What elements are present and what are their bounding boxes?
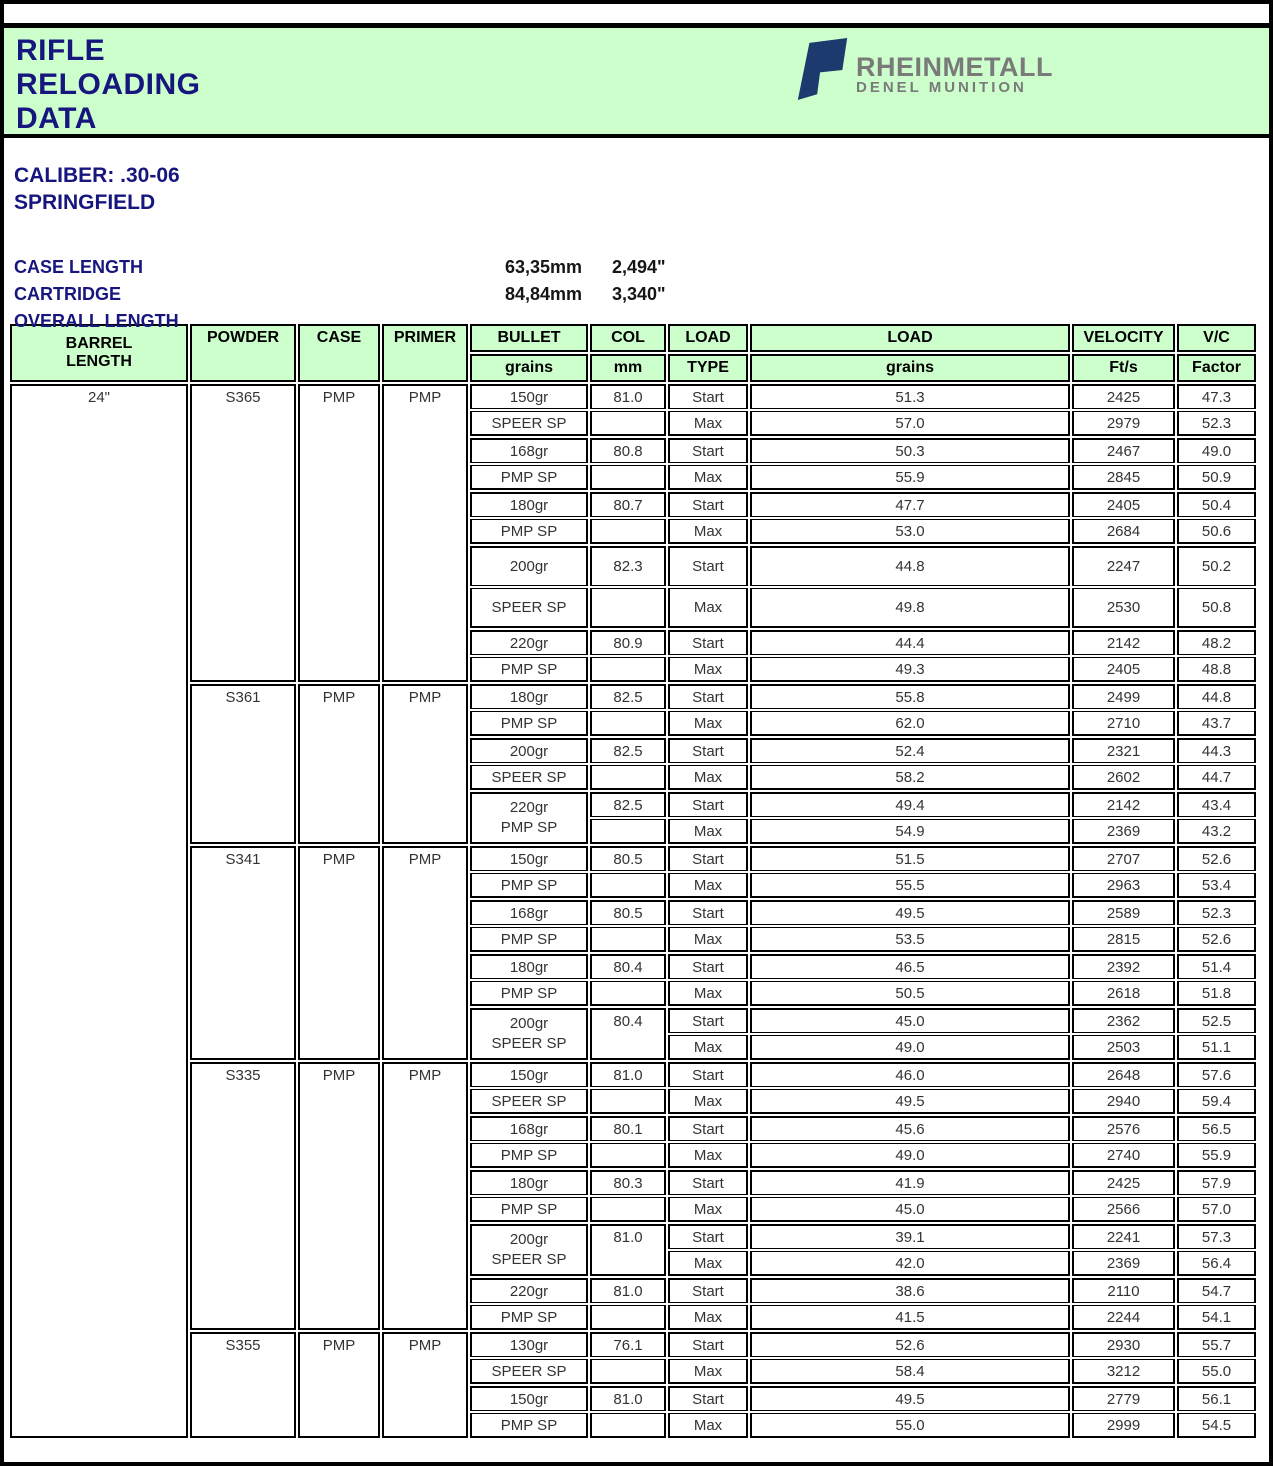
load-type-cell: Start (668, 438, 748, 463)
page-title (16, 34, 1269, 136)
page-title-line: RIFLE (16, 34, 106, 67)
vc-factor-cell: 52.6 (1177, 927, 1256, 952)
bullet-name-cell: SPEER SP (470, 411, 588, 436)
vc-factor-cell: 59.4 (1177, 1089, 1256, 1114)
load-type-cell: Start (668, 1332, 748, 1357)
bullet-name-cell: PMP SP (470, 927, 588, 952)
velocity-cell: 2779 (1072, 1386, 1175, 1411)
vc-factor-cell: 53.4 (1177, 873, 1256, 898)
load-grains-cell: 44.4 (750, 630, 1070, 655)
bullet-name-cell: PMP SP (470, 1197, 588, 1222)
vc-factor-cell: 56.5 (1177, 1116, 1256, 1141)
col-cell: 82.3 (590, 546, 666, 586)
bullet-weight-cell: 130gr (470, 1332, 588, 1357)
load-grains-cell: 39.1 (750, 1224, 1070, 1249)
velocity-cell: 2247 (1072, 546, 1175, 586)
col-empty-cell (590, 519, 666, 544)
barrel-length-cell: 24" (10, 384, 188, 1438)
powder-cell: S335 (190, 1062, 296, 1330)
velocity-cell: 2576 (1072, 1116, 1175, 1141)
header-type: LOAD (668, 324, 748, 352)
velocity-cell: 2425 (1072, 384, 1175, 409)
load-type-cell: Max (668, 588, 748, 628)
load-type-cell: Start (668, 1170, 748, 1195)
load-grains-cell: 50.5 (750, 981, 1070, 1006)
load-grains-cell: 46.5 (750, 954, 1070, 979)
load-grains-cell: 49.5 (750, 900, 1070, 925)
load-grains-cell: 55.5 (750, 873, 1070, 898)
bullet-weight-cell: 200gr (470, 738, 588, 763)
bullet-cell: 200gr SPEER SP (470, 1224, 588, 1276)
vc-factor-cell: 44.7 (1177, 765, 1256, 790)
load-grains-cell: 49.8 (750, 588, 1070, 628)
load-type-cell: Max (668, 1305, 748, 1330)
powder-cell: S361 (190, 684, 296, 844)
bullet-weight-cell: 220gr (470, 630, 588, 655)
velocity-cell: 2815 (1072, 927, 1175, 952)
vc-factor-cell: 54.1 (1177, 1305, 1256, 1330)
load-row-start (10, 1332, 1256, 1357)
load-row-start (10, 684, 1256, 709)
velocity-cell: 2930 (1072, 1332, 1175, 1357)
col-cell: 82.5 (590, 738, 666, 763)
load-grains-cell: 51.5 (750, 846, 1070, 871)
col-cell: 80.3 (590, 1170, 666, 1195)
load-type-cell: Start (668, 1008, 748, 1033)
velocity-cell: 2425 (1072, 1170, 1175, 1195)
col-cell: 76.1 (590, 1332, 666, 1357)
bullet-weight-cell: 180gr (470, 492, 588, 517)
load-type-cell: Max (668, 819, 748, 844)
bullet-weight-cell: 150gr (470, 846, 588, 871)
col-cell: 81.0 (590, 1386, 666, 1411)
bullet-weight-cell: 180gr (470, 954, 588, 979)
header-col-unit: mm (590, 354, 666, 382)
velocity-cell: 2530 (1072, 588, 1175, 628)
vc-factor-cell: 50.9 (1177, 465, 1256, 490)
velocity-cell: 2566 (1072, 1197, 1175, 1222)
load-type-cell: Start (668, 384, 748, 409)
load-row-start (10, 1062, 1256, 1087)
load-type-cell: Max (668, 1089, 748, 1114)
velocity-cell: 2244 (1072, 1305, 1175, 1330)
load-grains-cell: 62.0 (750, 711, 1070, 736)
col-empty-cell (590, 1359, 666, 1384)
load-grains-cell: 55.9 (750, 465, 1070, 490)
case-cell: PMP (298, 1332, 380, 1438)
load-type-cell: Max (668, 1197, 748, 1222)
bullet-name-cell: PMP SP (470, 711, 588, 736)
bullet-weight-cell: 150gr (470, 1386, 588, 1411)
load-grains-cell: 57.0 (750, 411, 1070, 436)
load-grains-cell: 41.5 (750, 1305, 1070, 1330)
load-grains-cell: 54.9 (750, 819, 1070, 844)
vc-factor-cell: 49.0 (1177, 438, 1256, 463)
bullet-name-cell: SPEER SP (470, 588, 588, 628)
load-grains-cell: 53.0 (750, 519, 1070, 544)
vc-factor-cell: 52.3 (1177, 900, 1256, 925)
bullet-name-cell: PMP SP (470, 465, 588, 490)
bullet-weight-cell: 200gr (470, 546, 588, 586)
load-grains-cell: 49.5 (750, 1386, 1070, 1411)
velocity-cell: 2710 (1072, 711, 1175, 736)
load-type-cell: Start (668, 684, 748, 709)
bullet-name-cell: PMP SP (470, 519, 588, 544)
vc-factor-cell: 44.3 (1177, 738, 1256, 763)
col-cell: 80.4 (590, 954, 666, 979)
load-type-cell: Max (668, 981, 748, 1006)
col-empty-cell (590, 1089, 666, 1114)
vc-factor-cell: 56.4 (1177, 1251, 1256, 1276)
velocity-cell: 2392 (1072, 954, 1175, 979)
load-type-cell: Max (668, 927, 748, 952)
primer-cell: PMP (382, 1062, 468, 1330)
load-type-cell: Max (668, 765, 748, 790)
header-type-unit: TYPE (668, 354, 748, 382)
load-grains-cell: 52.6 (750, 1332, 1070, 1357)
load-type-cell: Max (668, 1359, 748, 1384)
load-row-start (10, 846, 1256, 871)
velocity-cell: 2405 (1072, 492, 1175, 517)
spec-label (14, 254, 466, 281)
velocity-cell: 2369 (1072, 819, 1175, 844)
velocity-cell: 2503 (1072, 1035, 1175, 1060)
spec-label (14, 281, 466, 335)
caliber-title (14, 162, 1269, 216)
load-type-cell: Max (668, 711, 748, 736)
col-empty-cell (590, 873, 666, 898)
bullet-weight-cell: 168gr (470, 438, 588, 463)
col-cell: 81.0 (590, 1278, 666, 1303)
load-type-cell: Start (668, 546, 748, 586)
primer-cell: PMP (382, 384, 468, 682)
vc-factor-cell: 57.3 (1177, 1224, 1256, 1249)
col-empty-cell (590, 465, 666, 490)
load-grains-cell: 42.0 (750, 1251, 1070, 1276)
bullet-weight-cell: 180gr (470, 1170, 588, 1195)
col-cell: 80.5 (590, 900, 666, 925)
load-type-cell: Start (668, 954, 748, 979)
velocity-cell: 2940 (1072, 1089, 1175, 1114)
col-cell: 81.0 (590, 1062, 666, 1087)
load-grains-cell: 49.3 (750, 657, 1070, 682)
bullet-name-cell: PMP SP (470, 981, 588, 1006)
vc-factor-cell: 52.5 (1177, 1008, 1256, 1033)
col-empty-cell (590, 1305, 666, 1330)
col-empty-cell (590, 711, 666, 736)
vc-factor-cell: 50.8 (1177, 588, 1256, 628)
velocity-cell: 3212 (1072, 1359, 1175, 1384)
load-grains-cell: 55.8 (750, 684, 1070, 709)
spec-value-inch: 2,494" (612, 257, 666, 277)
velocity-cell: 2979 (1072, 411, 1175, 436)
load-grains-cell: 45.0 (750, 1008, 1070, 1033)
load-type-cell: Max (668, 1035, 748, 1060)
top-margin-strip (4, 4, 1269, 28)
velocity-cell: 2467 (1072, 438, 1175, 463)
title-band (4, 28, 1269, 138)
vc-factor-cell: 47.3 (1177, 384, 1256, 409)
case-cell: PMP (298, 1062, 380, 1330)
logo-brand-name: RHEINMETALL (856, 52, 1053, 82)
bullet-name-cell: PMP SP (470, 1413, 588, 1438)
powder-cell: S365 (190, 384, 296, 682)
vc-factor-cell: 43.7 (1177, 711, 1256, 736)
vc-factor-cell: 50.4 (1177, 492, 1256, 517)
load-grains-cell: 53.5 (750, 927, 1070, 952)
load-type-cell: Max (668, 519, 748, 544)
reloading-data-table (8, 322, 1258, 1440)
spec-value-mm: 84,84mm (504, 284, 582, 304)
logo-sub-name: DENEL MUNITION (856, 79, 1027, 96)
col-cell: 80.7 (590, 492, 666, 517)
col-empty-cell (590, 411, 666, 436)
logo-text (856, 54, 1053, 100)
bullet-name-cell: PMP SP (470, 657, 588, 682)
col-cell: 82.5 (590, 684, 666, 709)
header-load-unit: grains (750, 354, 1070, 382)
header-case: CASE (298, 324, 380, 382)
col-cell: 80.1 (590, 1116, 666, 1141)
vc-factor-cell: 55.0 (1177, 1359, 1256, 1384)
load-type-cell: Start (668, 1386, 748, 1411)
col-empty-cell (590, 588, 666, 628)
load-type-cell: Start (668, 1278, 748, 1303)
velocity-cell: 2618 (1072, 981, 1175, 1006)
header-bullet-unit: grains (470, 354, 588, 382)
load-type-cell: Max (668, 873, 748, 898)
col-cell: 80.9 (590, 630, 666, 655)
velocity-cell: 2963 (1072, 873, 1175, 898)
load-grains-cell: 49.5 (750, 1089, 1070, 1114)
vc-factor-cell: 55.7 (1177, 1332, 1256, 1357)
bullet-name-cell: SPEER SP (470, 765, 588, 790)
load-grains-cell: 51.3 (750, 384, 1070, 409)
velocity-cell: 2684 (1072, 519, 1175, 544)
velocity-cell: 2405 (1072, 657, 1175, 682)
page-title-line: DATA (16, 102, 97, 135)
velocity-cell: 2648 (1072, 1062, 1175, 1087)
velocity-cell: 2110 (1072, 1278, 1175, 1303)
caliber-line: CALIBER: .30-06 (14, 164, 180, 187)
bullet-weight-cell: 180gr (470, 684, 588, 709)
load-type-cell: Start (668, 1224, 748, 1249)
primer-cell: PMP (382, 684, 468, 844)
spec-value-inch: 3,340" (612, 284, 666, 304)
header-load: LOAD (750, 324, 1070, 352)
load-grains-cell: 41.9 (750, 1170, 1070, 1195)
bullet-name-cell: PMP SP (470, 1305, 588, 1330)
header-bullet: BULLET (470, 324, 588, 352)
load-type-cell: Max (668, 657, 748, 682)
load-type-cell: Start (668, 492, 748, 517)
page-title-line: RELOADING (16, 68, 201, 101)
load-type-cell: Start (668, 630, 748, 655)
col-empty-cell (590, 765, 666, 790)
vc-factor-cell: 54.7 (1177, 1278, 1256, 1303)
bullet-weight-cell: 168gr (470, 900, 588, 925)
spec-row-case-length (14, 254, 1269, 281)
load-row-start (10, 384, 1256, 409)
load-grains-cell: 49.0 (750, 1035, 1070, 1060)
load-grains-cell: 55.0 (750, 1413, 1070, 1438)
velocity-cell: 2142 (1072, 630, 1175, 655)
vc-factor-cell: 57.0 (1177, 1197, 1256, 1222)
load-grains-cell: 52.4 (750, 738, 1070, 763)
vc-factor-cell: 51.4 (1177, 954, 1256, 979)
velocity-cell: 2589 (1072, 900, 1175, 925)
vc-factor-cell: 44.8 (1177, 684, 1256, 709)
load-type-cell: Max (668, 1413, 748, 1438)
vc-factor-cell: 56.1 (1177, 1386, 1256, 1411)
col-cell: 80.5 (590, 846, 666, 871)
load-grains-cell: 45.6 (750, 1116, 1070, 1141)
header-velocity-unit: Ft/s (1072, 354, 1175, 382)
spec-value-mm: 63,35mm (504, 257, 582, 277)
load-grains-cell: 46.0 (750, 1062, 1070, 1087)
bullet-weight-cell: 150gr (470, 1062, 588, 1087)
vc-factor-cell: 51.8 (1177, 981, 1256, 1006)
vc-factor-cell: 48.2 (1177, 630, 1256, 655)
vc-factor-cell: 51.1 (1177, 1035, 1256, 1060)
vc-factor-cell: 52.3 (1177, 411, 1256, 436)
powder-cell: S341 (190, 846, 296, 1060)
load-type-cell: Start (668, 1116, 748, 1141)
col-empty-cell (590, 657, 666, 682)
header-vc-unit: Factor (1177, 354, 1256, 382)
primer-cell: PMP (382, 846, 468, 1060)
bullet-name-cell: SPEER SP (470, 1089, 588, 1114)
load-grains-cell: 58.2 (750, 765, 1070, 790)
load-type-cell: Start (668, 846, 748, 871)
velocity-cell: 2740 (1072, 1143, 1175, 1168)
load-grains-cell: 49.4 (750, 792, 1070, 817)
col-cell: 81.0 (590, 384, 666, 409)
case-cell: PMP (298, 846, 380, 1060)
velocity-cell: 2845 (1072, 465, 1175, 490)
load-grains-cell: 58.4 (750, 1359, 1070, 1384)
rheinmetall-flag-icon (796, 38, 848, 100)
load-grains-cell: 47.7 (750, 492, 1070, 517)
load-type-cell: Start (668, 1062, 748, 1087)
header-velocity: VELOCITY (1072, 324, 1175, 352)
load-type-cell: Start (668, 792, 748, 817)
bullet-weight-cell: 150gr (470, 384, 588, 409)
vc-factor-cell: 50.2 (1177, 546, 1256, 586)
primer-cell: PMP (382, 1332, 468, 1438)
velocity-cell: 2499 (1072, 684, 1175, 709)
velocity-cell: 2369 (1072, 1251, 1175, 1276)
velocity-cell: 2602 (1072, 765, 1175, 790)
load-type-cell: Start (668, 738, 748, 763)
bullet-cell: 220gr PMP SP (470, 792, 588, 844)
load-grains-cell: 44.8 (750, 546, 1070, 586)
col-cell: 80.4 (590, 1008, 666, 1060)
caliber-line: SPRINGFIELD (14, 191, 156, 214)
col-cell: 82.5 (590, 792, 666, 817)
vc-factor-cell: 52.6 (1177, 846, 1256, 871)
load-type-cell: Max (668, 465, 748, 490)
vc-factor-cell: 57.6 (1177, 1062, 1256, 1087)
bullet-weight-cell: 168gr (470, 1116, 588, 1141)
col-cell: 80.8 (590, 438, 666, 463)
bullet-name-cell: SPEER SP (470, 1359, 588, 1384)
col-empty-cell (590, 927, 666, 952)
load-type-cell: Start (668, 900, 748, 925)
company-logo (796, 38, 1053, 100)
bullet-name-cell: PMP SP (470, 873, 588, 898)
spec-label-line: CASE LENGTH (14, 257, 144, 277)
header-barrel: BARREL LENGTH (10, 324, 188, 382)
powder-cell: S355 (190, 1332, 296, 1438)
col-empty-cell (590, 819, 666, 844)
velocity-cell: 2999 (1072, 1413, 1175, 1438)
vc-factor-cell: 48.8 (1177, 657, 1256, 682)
velocity-cell: 2707 (1072, 846, 1175, 871)
vc-factor-cell: 43.2 (1177, 819, 1256, 844)
col-empty-cell (590, 1143, 666, 1168)
bullet-cell: 200gr SPEER SP (470, 1008, 588, 1060)
load-grains-cell: 49.0 (750, 1143, 1070, 1168)
caliber-info-section (4, 138, 1269, 331)
load-grains-cell: 38.6 (750, 1278, 1070, 1303)
col-empty-cell (590, 981, 666, 1006)
vc-factor-cell: 54.5 (1177, 1413, 1256, 1438)
case-cell: PMP (298, 684, 380, 844)
col-empty-cell (590, 1413, 666, 1438)
header-vc: V/C (1177, 324, 1256, 352)
velocity-cell: 2241 (1072, 1224, 1175, 1249)
header-powder: POWDER (190, 324, 296, 382)
col-cell: 81.0 (590, 1224, 666, 1276)
velocity-cell: 2142 (1072, 792, 1175, 817)
velocity-cell: 2321 (1072, 738, 1175, 763)
vc-factor-cell: 43.4 (1177, 792, 1256, 817)
header-primer: PRIMER (382, 324, 468, 382)
bullet-weight-cell: 220gr (470, 1278, 588, 1303)
load-type-cell: Max (668, 1143, 748, 1168)
bullet-name-cell: PMP SP (470, 1143, 588, 1168)
load-type-cell: Max (668, 1251, 748, 1276)
spec-label-line: CARTRIDGE (14, 284, 121, 304)
load-grains-cell: 50.3 (750, 438, 1070, 463)
velocity-cell: 2362 (1072, 1008, 1175, 1033)
load-grains-cell: 45.0 (750, 1197, 1070, 1222)
vc-factor-cell: 50.6 (1177, 519, 1256, 544)
spec-label-line: OVERALL LENGTH (14, 311, 179, 331)
load-type-cell: Max (668, 411, 748, 436)
vc-factor-cell: 55.9 (1177, 1143, 1256, 1168)
header-col: COL (590, 324, 666, 352)
vc-factor-cell: 57.9 (1177, 1170, 1256, 1195)
col-empty-cell (590, 1197, 666, 1222)
case-cell: PMP (298, 384, 380, 682)
